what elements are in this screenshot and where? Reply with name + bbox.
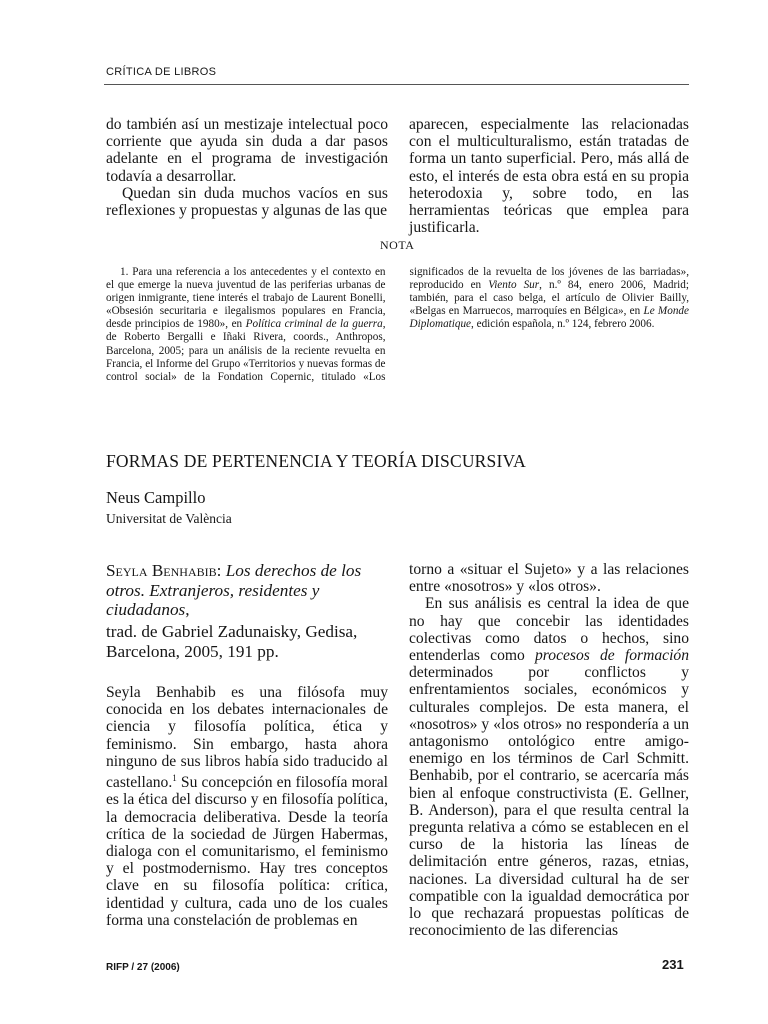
- book-title: Los derechos de los otros. Extranjeros, residentes y ciudadanos: [106, 561, 362, 619]
- paragraph-text: En sus análisis es central la idea de que no hay que concebir las identidades colectivas como datos o hechos, sino entenderlas como: [409, 595, 689, 665]
- footnote-italic: Le Monde Diplomatique: [409, 305, 689, 331]
- journal-footer: RIFP / 27 (2006): [106, 962, 180, 973]
- footnote-text: , de Roberto Bergalli e Iñaki Rivera, coords., Anthropos, Barcelona, 2005; para un análisis de la reciente revuelta en Francia, el Informe del Grupo «Territorios y nuevas formas de control social» de la Fondation Copernic, titulado «Los significados de la revuelta de los jóvenes de las barriadas», reproducido en: [106, 266, 689, 383]
- top-right-column: [409, 116, 689, 236]
- book-reference: Seyla Benhabib: Los derechos de los otros. Extranjeros, residentes y ciudadanos,: [106, 561, 362, 619]
- header-rule: [104, 84, 689, 85]
- footnote-italic: Política criminal de la guerra: [245, 318, 383, 331]
- review-affiliation: Universitat de València: [106, 511, 232, 526]
- page-number: 231: [662, 957, 684, 972]
- italic-term: procesos de formación: [534, 647, 689, 665]
- footnote-1: [106, 266, 689, 384]
- running-header: CRÍTICA DE LIBROS: [106, 66, 217, 78]
- paragraph: Quedan sin duda muchos vacíos en sus reflexiones y propuestas y algunas de las que: [106, 184, 388, 220]
- footnote-marker: 1: [172, 773, 177, 784]
- footnote-text: , n.º 84, enero 2006, Madrid; también, para el caso belga, el artículo de Olivier Bailly, «Belgas en Marruecos, marroquíes en Bélgica», en: [409, 279, 689, 318]
- footnote-text: 1. Para una referencia a los antecedentes y el contexto en el que emerge la nueva juventud de las periferias urbanas de origen inmigrante, tiene interés el trabajo de Laurent Bonelli, «Obsesión securitaria e ilegalismos populares en Francia, desde principios de 1980», en: [106, 266, 386, 331]
- book-details: trad. de Gabriel Zadunaisky, Gedisa, Barcelona, 2005, 191 pp.: [106, 622, 358, 661]
- paragraph: do también así un mestizaje intelectual poco corriente que ayuda sin duda a dar pasos adelante en el programa de investigación todavía a desarrollar.: [106, 116, 388, 185]
- footnote-italic: Viento Sur: [488, 279, 540, 292]
- body-right-column: [409, 561, 689, 939]
- paragraph-text: determinados por conflictos y enfrentamientos sociales, económicos y culturales complejos. De esta manera, el «nosotros» y «los otros» no respondería a un antagonismo ontológico entre amigo-enemigo en los términos de Carl Schmitt. Benhabib, por el contrario, se acercaría más bien al enfoque constructivista (E. Gellner, B. Anderson), para el que resulta central la pregunta relativa a cómo se establecen en el curso de la historia las líneas de delimitación entre géneros, razas, etnias, naciones. La diversidad cultural ha de ser compatible con la igualdad democrática por lo que rechazará propuestas políticas de reconocimiento de las diferencias: [409, 664, 689, 940]
- book-author: Seyla Benhabib: [106, 561, 217, 580]
- body-left-column: [106, 684, 388, 929]
- paragraph: torno a «situar el Sujeto» y a las relaciones entre «nosotros» y «los otros».: [409, 561, 689, 596]
- paragraph-text: Su concepción en filosofía moral es la ética del discurso y en filosofía política, la democracia deliberativa. Desde la teoría crítica de la sociedad de Jürgen Habermas, dialoga con el comunitarismo, el feminismo y el postmodernismo. Hay tres conceptos clave en su filosofía política: crítica, identidad y cultura, cada uno de los cuales forma una constelación de problemas en: [106, 774, 388, 929]
- top-left-column: [106, 116, 388, 219]
- review-title: FORMAS DE PERTENENCIA Y TEORÍA DISCURSIVA: [106, 451, 526, 471]
- footnote-text: , edición española, n.º 124, febrero 2006.: [471, 318, 655, 331]
- notes-heading: NOTA: [380, 238, 415, 252]
- paragraph-text: Seyla Benhabib es una filósofa muy conocida en los debates internacionales de ciencia y filosofía política, ética y feminismo. Sin embargo, hasta ahora ninguno de sus libros había sido traducido al castellano.: [106, 684, 388, 792]
- review-author: Neus Campillo: [106, 488, 206, 507]
- paragraph: aparecen, especialmente las relacionadas con el multiculturalismo, están tratadas de forma un tanto superficial. Pero, más allá de esto, el interés de esta obra está en su propia heterodoxia y, sobre todo, en las herramientas teóricas que emplea para justificarla.: [409, 116, 689, 237]
